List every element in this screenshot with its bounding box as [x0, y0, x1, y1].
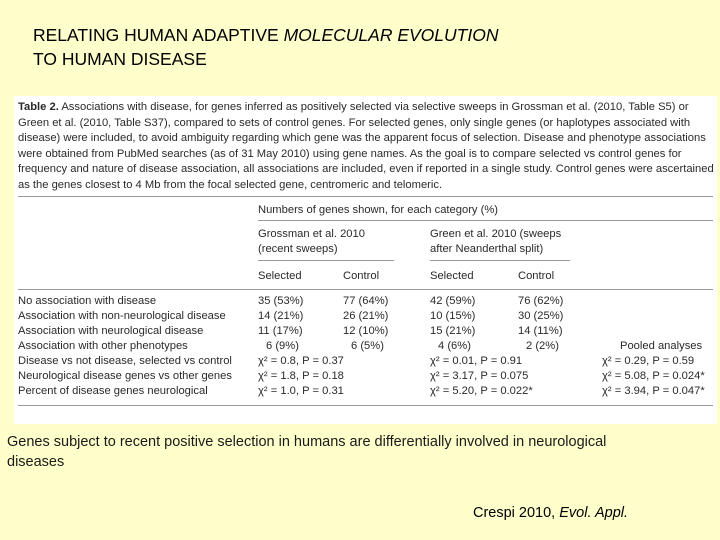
col-header-control-1: Control: [343, 270, 380, 282]
col-header-selected-1: Selected: [258, 270, 302, 282]
cell-green-selected: 4 (6%): [438, 340, 471, 352]
cell-grossman-selected: 35 (53%): [258, 295, 304, 307]
cell-green-control: 76 (62%): [518, 295, 564, 307]
study1-subtitle: (recent sweeps): [258, 243, 338, 255]
col-header-pooled: Pooled analyses: [620, 340, 703, 352]
row-label: Neurological disease genes vs other genes: [18, 370, 232, 382]
cell-grossman-control: 77 (64%): [343, 295, 389, 307]
title-part-b-italic: MOLECULAR EVOLUTION: [283, 25, 499, 45]
col-header-control-2: Control: [518, 270, 555, 282]
cell-green-control: 2 (2%): [526, 340, 559, 352]
row-label: Association with non-neurological disease: [18, 310, 226, 322]
table-caption-text: Associations with disease, for genes inferred as positively selected via selective sweeps in Grossman et al. (2010, Table S5) or Green et al. (2010, Table S37), compared to sets of control genes. For selected genes, only single genes (or haplotypes associated with disease) were included, to avoid ambiguity regarding which gene was the apparent focus of selection. Disease and phenotype associations were obtained from PubMed searches (as of 31 May 2010) using gene names. As the goal is to compare selected vs control genes for frequency and nature of disease association, all associations are included, even if reported in a single study. Control genes were ascertained as the genes closest to 4 Mb from the focal selected gene, centromeric and telomeric.: [18, 101, 714, 191]
study2-name: Green et al. 2010 (sweeps: [430, 228, 562, 240]
cell-green-test: χ² = 0.01, P = 0.91: [430, 355, 523, 367]
slide-title-line1: [33, 23, 693, 47]
title-part-a: RELATING HUMAN ADAPTIVE: [33, 25, 284, 45]
table-caption-label: Table 2.: [18, 101, 59, 113]
table-rule-top: [18, 196, 713, 197]
table-spanner-header: Numbers of genes shown, for each category (%): [258, 204, 499, 216]
slide-title-line2: TO HUMAN DISEASE: [33, 49, 207, 69]
cell-pooled-test: χ² = 3.94, P = 0.047*: [602, 385, 705, 397]
table-rule-study1: [258, 260, 394, 261]
citation: [473, 505, 628, 521]
cell-grossman-test: χ² = 1.8, P = 0.18: [258, 370, 344, 382]
cell-grossman-selected: 14 (21%): [258, 310, 304, 322]
cell-grossman-selected: 6 (9%): [266, 340, 299, 352]
table-rule-bottom: [18, 405, 713, 406]
row-label: Association with neurological disease: [18, 325, 204, 337]
cell-grossman-control: 6 (5%): [351, 340, 384, 352]
study1-name: Grossman et al. 2010: [258, 228, 365, 240]
citation-journal: Evol. Appl.: [559, 505, 629, 521]
cell-pooled-test: χ² = 0.29, P = 0.59: [602, 355, 695, 367]
cell-grossman-selected: 11 (17%): [258, 325, 303, 337]
table-rule-header: [18, 289, 713, 290]
cell-green-selected: 15 (21%): [430, 325, 476, 337]
cell-green-test: χ² = 3.17, P = 0.075: [430, 370, 529, 382]
cell-green-control: 30 (25%): [518, 310, 564, 322]
slide-subtitle: Genes subject to recent positive selection in humans are differentially involved in neurological diseases: [7, 434, 607, 470]
table-rule-study2: [430, 260, 570, 261]
row-label: Percent of disease genes neurological: [18, 385, 208, 397]
cell-grossman-control: 12 (10%): [343, 325, 389, 337]
cell-grossman-test: χ² = 1.0, P = 0.31: [258, 385, 344, 397]
cell-grossman-control: 26 (21%): [343, 310, 389, 322]
cell-green-selected: 42 (59%): [430, 295, 476, 307]
slide-title: [33, 23, 693, 71]
table-figure: [14, 96, 717, 424]
cell-grossman-test: χ² = 0.8, P = 0.37: [258, 355, 344, 367]
cell-green-control: 14 (11%): [518, 325, 563, 337]
cell-green-test: χ² = 5.20, P = 0.022*: [430, 385, 533, 397]
col-header-selected-2: Selected: [430, 270, 474, 282]
row-label: Association with other phenotypes: [18, 340, 188, 352]
row-label: No association with disease: [18, 295, 157, 307]
table-caption: [18, 100, 714, 194]
row-label: Disease vs not disease, selected vs control: [18, 355, 232, 367]
citation-author: Crespi 2010,: [473, 505, 560, 521]
cell-green-selected: 10 (15%): [430, 310, 476, 322]
table-rule-spanner: [258, 220, 713, 221]
cell-pooled-test: χ² = 5.08, P = 0.024*: [602, 370, 705, 382]
study2-subtitle: after Neanderthal split): [430, 243, 544, 255]
